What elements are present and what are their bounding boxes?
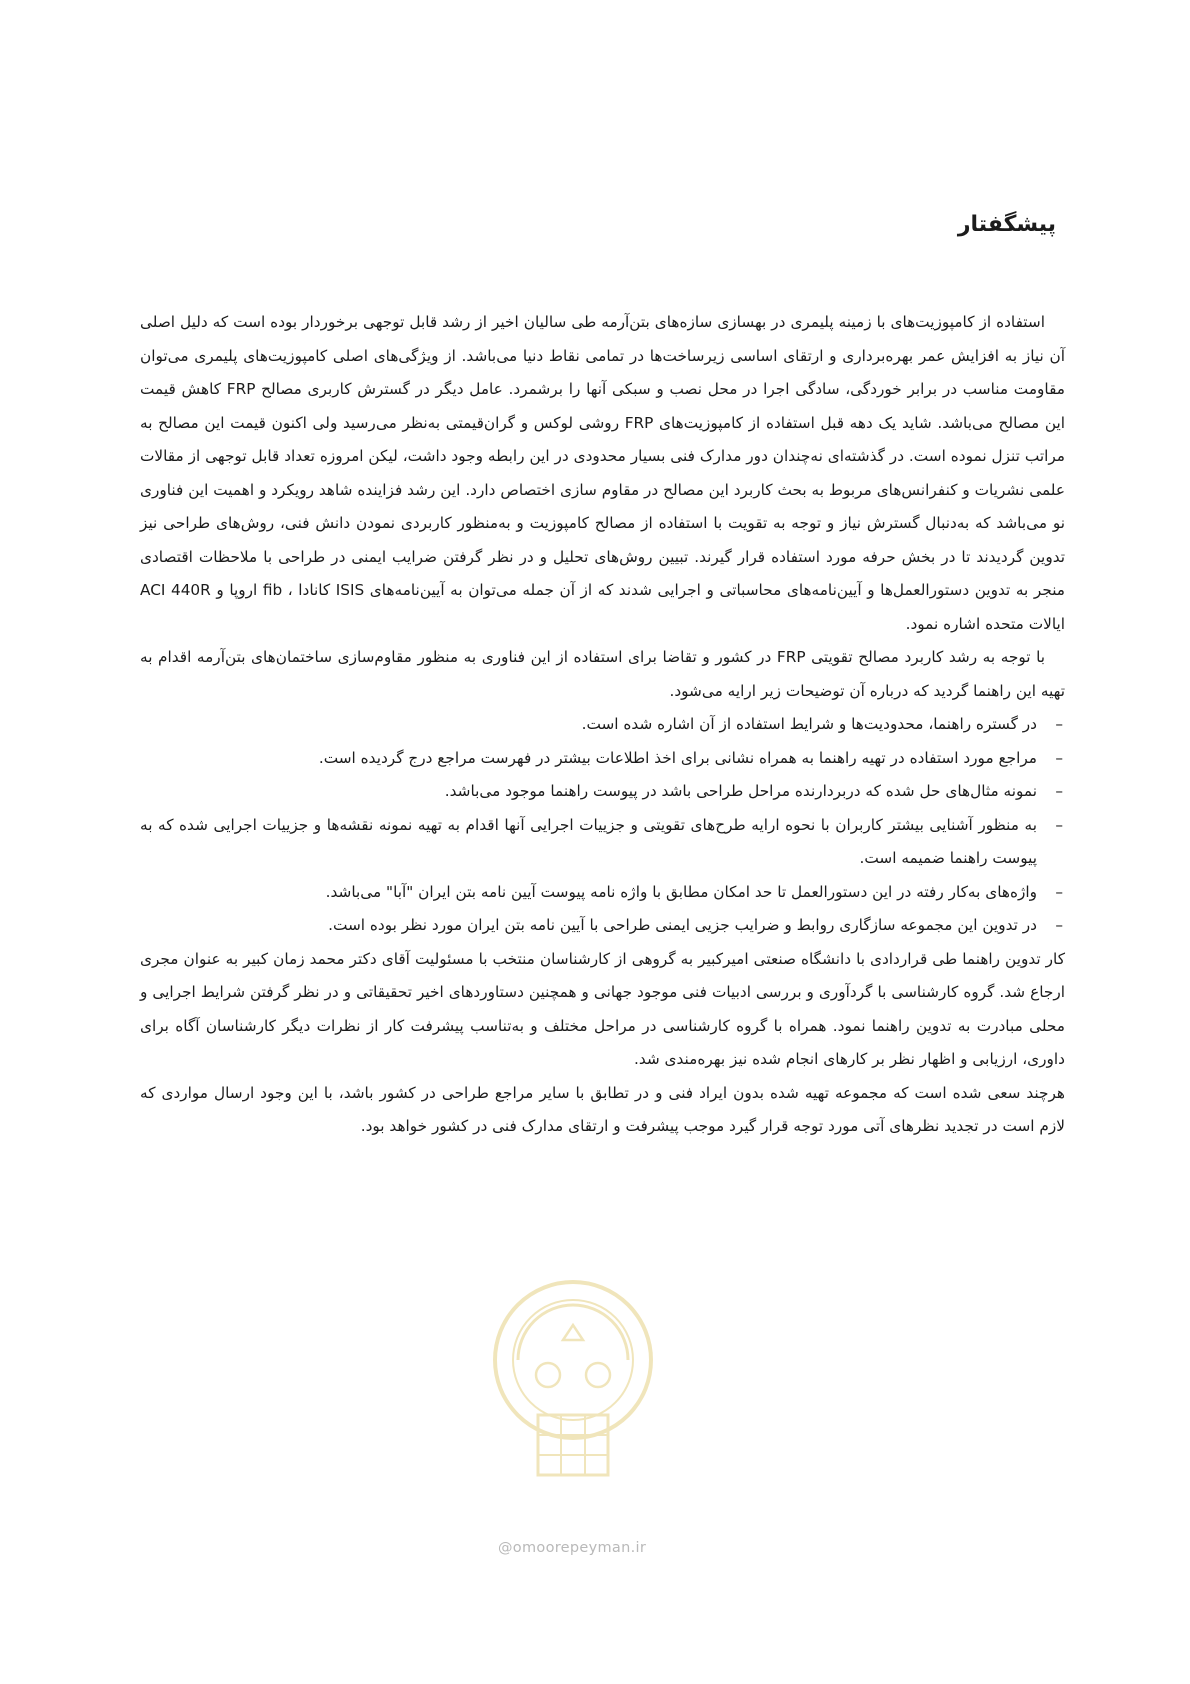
list-item: – در گستره راهنما، محدودیت‌ها و شرایط استفاده از آن اشاره شده است. — [140, 708, 1037, 742]
document-body — [140, 306, 1065, 1144]
dash-bullet: – — [1055, 882, 1063, 901]
dash-bullet: – — [1055, 916, 1063, 934]
page-title: پیشگفتار — [957, 212, 1056, 237]
guide-notes-list — [140, 708, 1065, 943]
dash-bullet: – — [1055, 782, 1063, 800]
list-item: – به منظور آشنایی بیشتر کاربران با نحوه ارایه طرح‌های تقویتی و جزییات اجرایی آنها اقدام به تهیه نمونه نقشه‌ها و جزییات اجرایی شده که به پیوست راهنما ضمیمه است. — [140, 809, 1037, 876]
watermark-seal-icon — [478, 1265, 668, 1525]
feedback-paragraph: هرچند سعی شده است که مجموعه تهیه شده بدون ایراد فنی و در تطابق با سایر مراجع طراحی در کشور باشد، با این وجود ارسال مواردی که لازم است در تجدید نظرهای آتی مورد توجه قرار گیرد موجب پیشرفت و ارتقای مدارک فنی در کشور خواهد بود. — [140, 1083, 1065, 1135]
purpose-paragraph: با توجه به رشد کاربرد مصالح تقویتی FRP در کشور و تقاضا برای استفاده از این فناوری به منظور مقاوم‌سازی ساختمان‌های بتن‌آرمه اقدام به تهیه این راهنما گردید که درباره آن توضیحات زیر ارایه می‌شود. — [140, 648, 1065, 700]
dash-bullet: – — [1055, 748, 1063, 767]
list-item: – نمونه مثال‌های حل شده که دربردارنده مراحل طراحی باشد در پیوست راهنما موجود می‌باشد. — [140, 775, 1037, 809]
list-item: – در تدوین این مجموعه سازگاری روابط و ضرایب جزیی ایمنی طراحی با آیین نامه بتن ایران مورد نظر بوده است. — [140, 909, 1037, 943]
intro-paragraph: استفاده از کامپوزیت‌های با زمینه پلیمری در بهسازی سازه‌های بتن‌آرمه طی سالیان اخیر از رشد قابل توجهی برخوردار بوده است که دلیل اصلی آن نیاز به افزایش عمر بهره‌برداری و ارتقای اساسی زیرساخت‌ها در تمامی نقاط دنیا می‌باشد. از ویژگی‌های اصلی کامپوزیت‌های پلیمری می‌توان مقاومت مناسب در برابر خوردگی، سادگی اجرا در محل نصب و سبکی آنها را برشمرد. عامل دیگر در گسترش کاربری مصالح FRP کاهش قیمت این مصالح می‌باشد. شاید یک دهه قبل استفاده از کامپوزیت‌های FRP روشی لوکس و گران‌قیمتی به‌نظر می‌رسید ولی اکنون قیمت این مصالح به مراتب تنزل نموده است. در گذشته‌ای نه‌چندان دور مدارک فنی بسیار محدودی در این رابطه وجود داشت، لیکن امروزه تعداد قابل توجهی از مقالات علمی نشریات و کنفرانس‌های مربوط به بحث کاربرد این مصالح در مقاوم سازی اختصاص دارد. این رشد فزاینده شاهد رویکرد و اهمیت این فناوری نو می‌باشد که به‌دنبال گسترش نیاز و توجه به تقویت با استفاده از مصالح کامپوزیت و به‌منظور کاربردی نمودن دانش فنی، روش‌های طراحی نیز تدوین گردیدند تا در بخش حرفه مورد استفاده قرار گیرند. تبیین روش‌های تحلیل و در نظر گرفتن ضرایب ایمنی در طراحی با ملاحظات اقتصادی منجر به تدوین دستورالعمل‌ها و آیین‌نامه‌های محاسباتی و اجرایی شدند که از آن جمله می‌توان به آیین‌نامه‌های ISIS کانادا ، fib اروپا و ACI 440R ایالات متحده اشاره نمود. — [140, 313, 1066, 633]
list-item: – مراجع مورد استفاده در تهیه راهنما به همراه نشانی برای اخذ اطلاعات بیشتر در فهرست مراجع درج گردیده است. — [140, 742, 1037, 776]
list-item: – واژه‌های به‌کار رفته در این دستورالعمل تا حد امکان مطابق با واژه نامه پیوست آیین نامه بتن ایران "آبا" می‌باشد. — [140, 876, 1037, 910]
dash-bullet: – — [1055, 815, 1063, 834]
dash-bullet: – — [1055, 715, 1063, 733]
authors-paragraph: کار تدوین راهنما طی قراردادی با دانشگاه صنعتی امیرکبیر به گروهی از کارشناسان منتخب با مسئولیت آقای دکتر محمد زمان کبیر به عنوان مجری ارجاع شد. گروه کارشناسی با گردآوری و بررسی ادبیات فنی موجود جهانی و همچنین دستاوردهای اخیر تحقیقاتی و در نظر گرفتن شرایط اجرایی و محلی مبادرت به تدوین راهنما نمود. همراه با گروه کارشناسی در مراحل مختلف و به‌تناسب پیشرفت کار از نظرات دیگر کارشناسان آگاه برای داوری، ارزیابی و اظهار نظر بر کارهای انجام شده نیز بهره‌مندی شد. — [140, 949, 1065, 1068]
watermark-site-label: @omoorepeyman.ir — [498, 1540, 647, 1556]
